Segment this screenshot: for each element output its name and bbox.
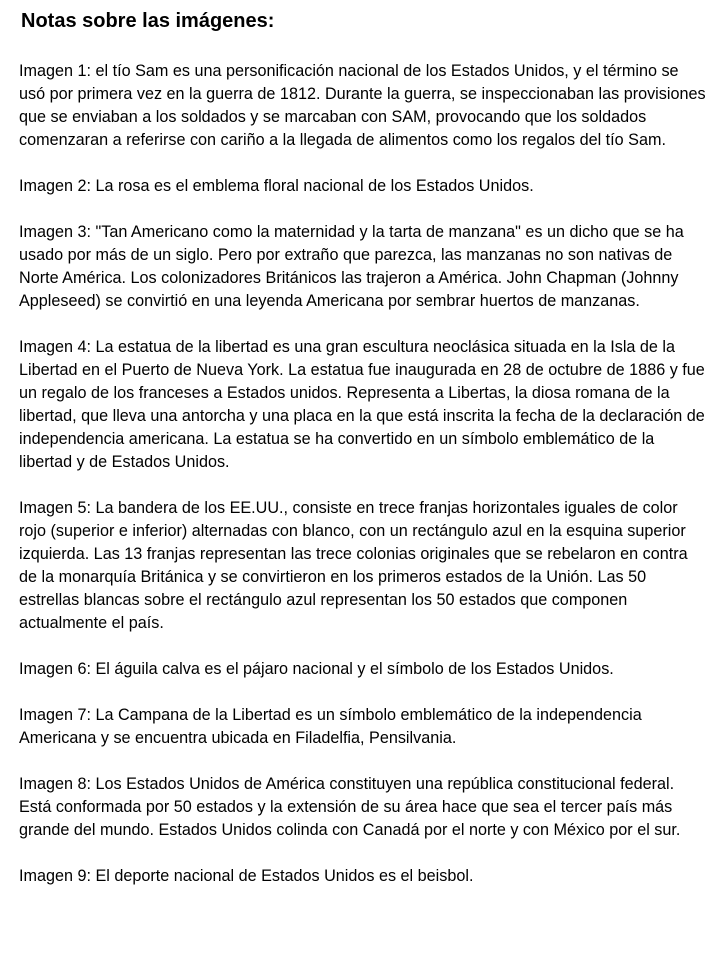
- note-image-6: Imagen 6: El águila calva es el pájaro nacional y el símbolo de los Estados Unidos.: [19, 660, 614, 678]
- note-image-8: Imagen 8: Los Estados Unidos de América constituyen una república constitucional federal. Está conformada por 50 estados y la extensión de su área hace que sea el tercer país más grande del mundo. Estados Unidos colinda con Canadá por el norte y con México por el sur.: [19, 775, 681, 839]
- note-image-7: Imagen 7: La Campana de la Libertad es un símbolo emblemático de la independencia Americana y se encuentra ubicada en Filadelfia, Pensilvania.: [19, 706, 642, 747]
- note-image-9: Imagen 9: El deporte nacional de Estados Unidos es el beisbol.: [19, 867, 474, 885]
- note-image-3: Imagen 3: "Tan Americano como la maternidad y la tarta de manzana" es un dicho que se ha usado por más de un siglo. Pero por extraño que parezca, las manzanas no son nativas de Norte América. Los colonizadores Británicos las trajeron a América. John Chapman (Johnny Appleseed) se convirtió en una leyenda Americana por sembrar huertos de manzanas.: [19, 223, 684, 310]
- note-image-4: Imagen 4: La estatua de la libertad es una gran escultura neoclásica situada en la Isla de la Libertad en el Puerto de Nueva York. La estatua fue inaugurada en 28 de octubre de 1886 y fue un regalo de los franceses a Estados unidos. Representa a Libertas, la diosa romana de la libertad, que lleva una antorcha y una placa en la que está inscrita la fecha de la declaración de independencia americana. La estatua se ha convertido en un símbolo emblemático de la libertad y de Estados Unidos.: [19, 338, 705, 471]
- note-image-2: Imagen 2: La rosa es el emblema floral nacional de los Estados Unidos.: [19, 177, 534, 195]
- note-image-1: Imagen 1: el tío Sam es una personificación nacional de los Estados Unidos, y el término se usó por primera vez en la guerra de 1812. Durante la guerra, se inspeccionaban las provisiones que se enviaban a los soldados y se marcaban con SAM, provocando que los soldados comenzaran a referirse con cariño a la llegada de alimentos como los regalos del tío Sam.: [19, 62, 706, 149]
- note-image-5: Imagen 5: La bandera de los EE.UU., consiste en trece franjas horizontales iguales de color rojo (superior e inferior) alternadas con blanco, con un rectángulo azul en la esquina superior izquierda. Las 13 franjas representan las trece colonias originales que se rebelaron en contra de la monarquía Británica y se convirtieron en los primeros estados de la Unión. Las 50 estrellas blancas sobre el rectángulo azul representan los 50 estados que componen actualmente el país.: [19, 499, 688, 632]
- page-title: Notas sobre las imágenes:: [21, 10, 275, 32]
- notes-list: [19, 60, 709, 911]
